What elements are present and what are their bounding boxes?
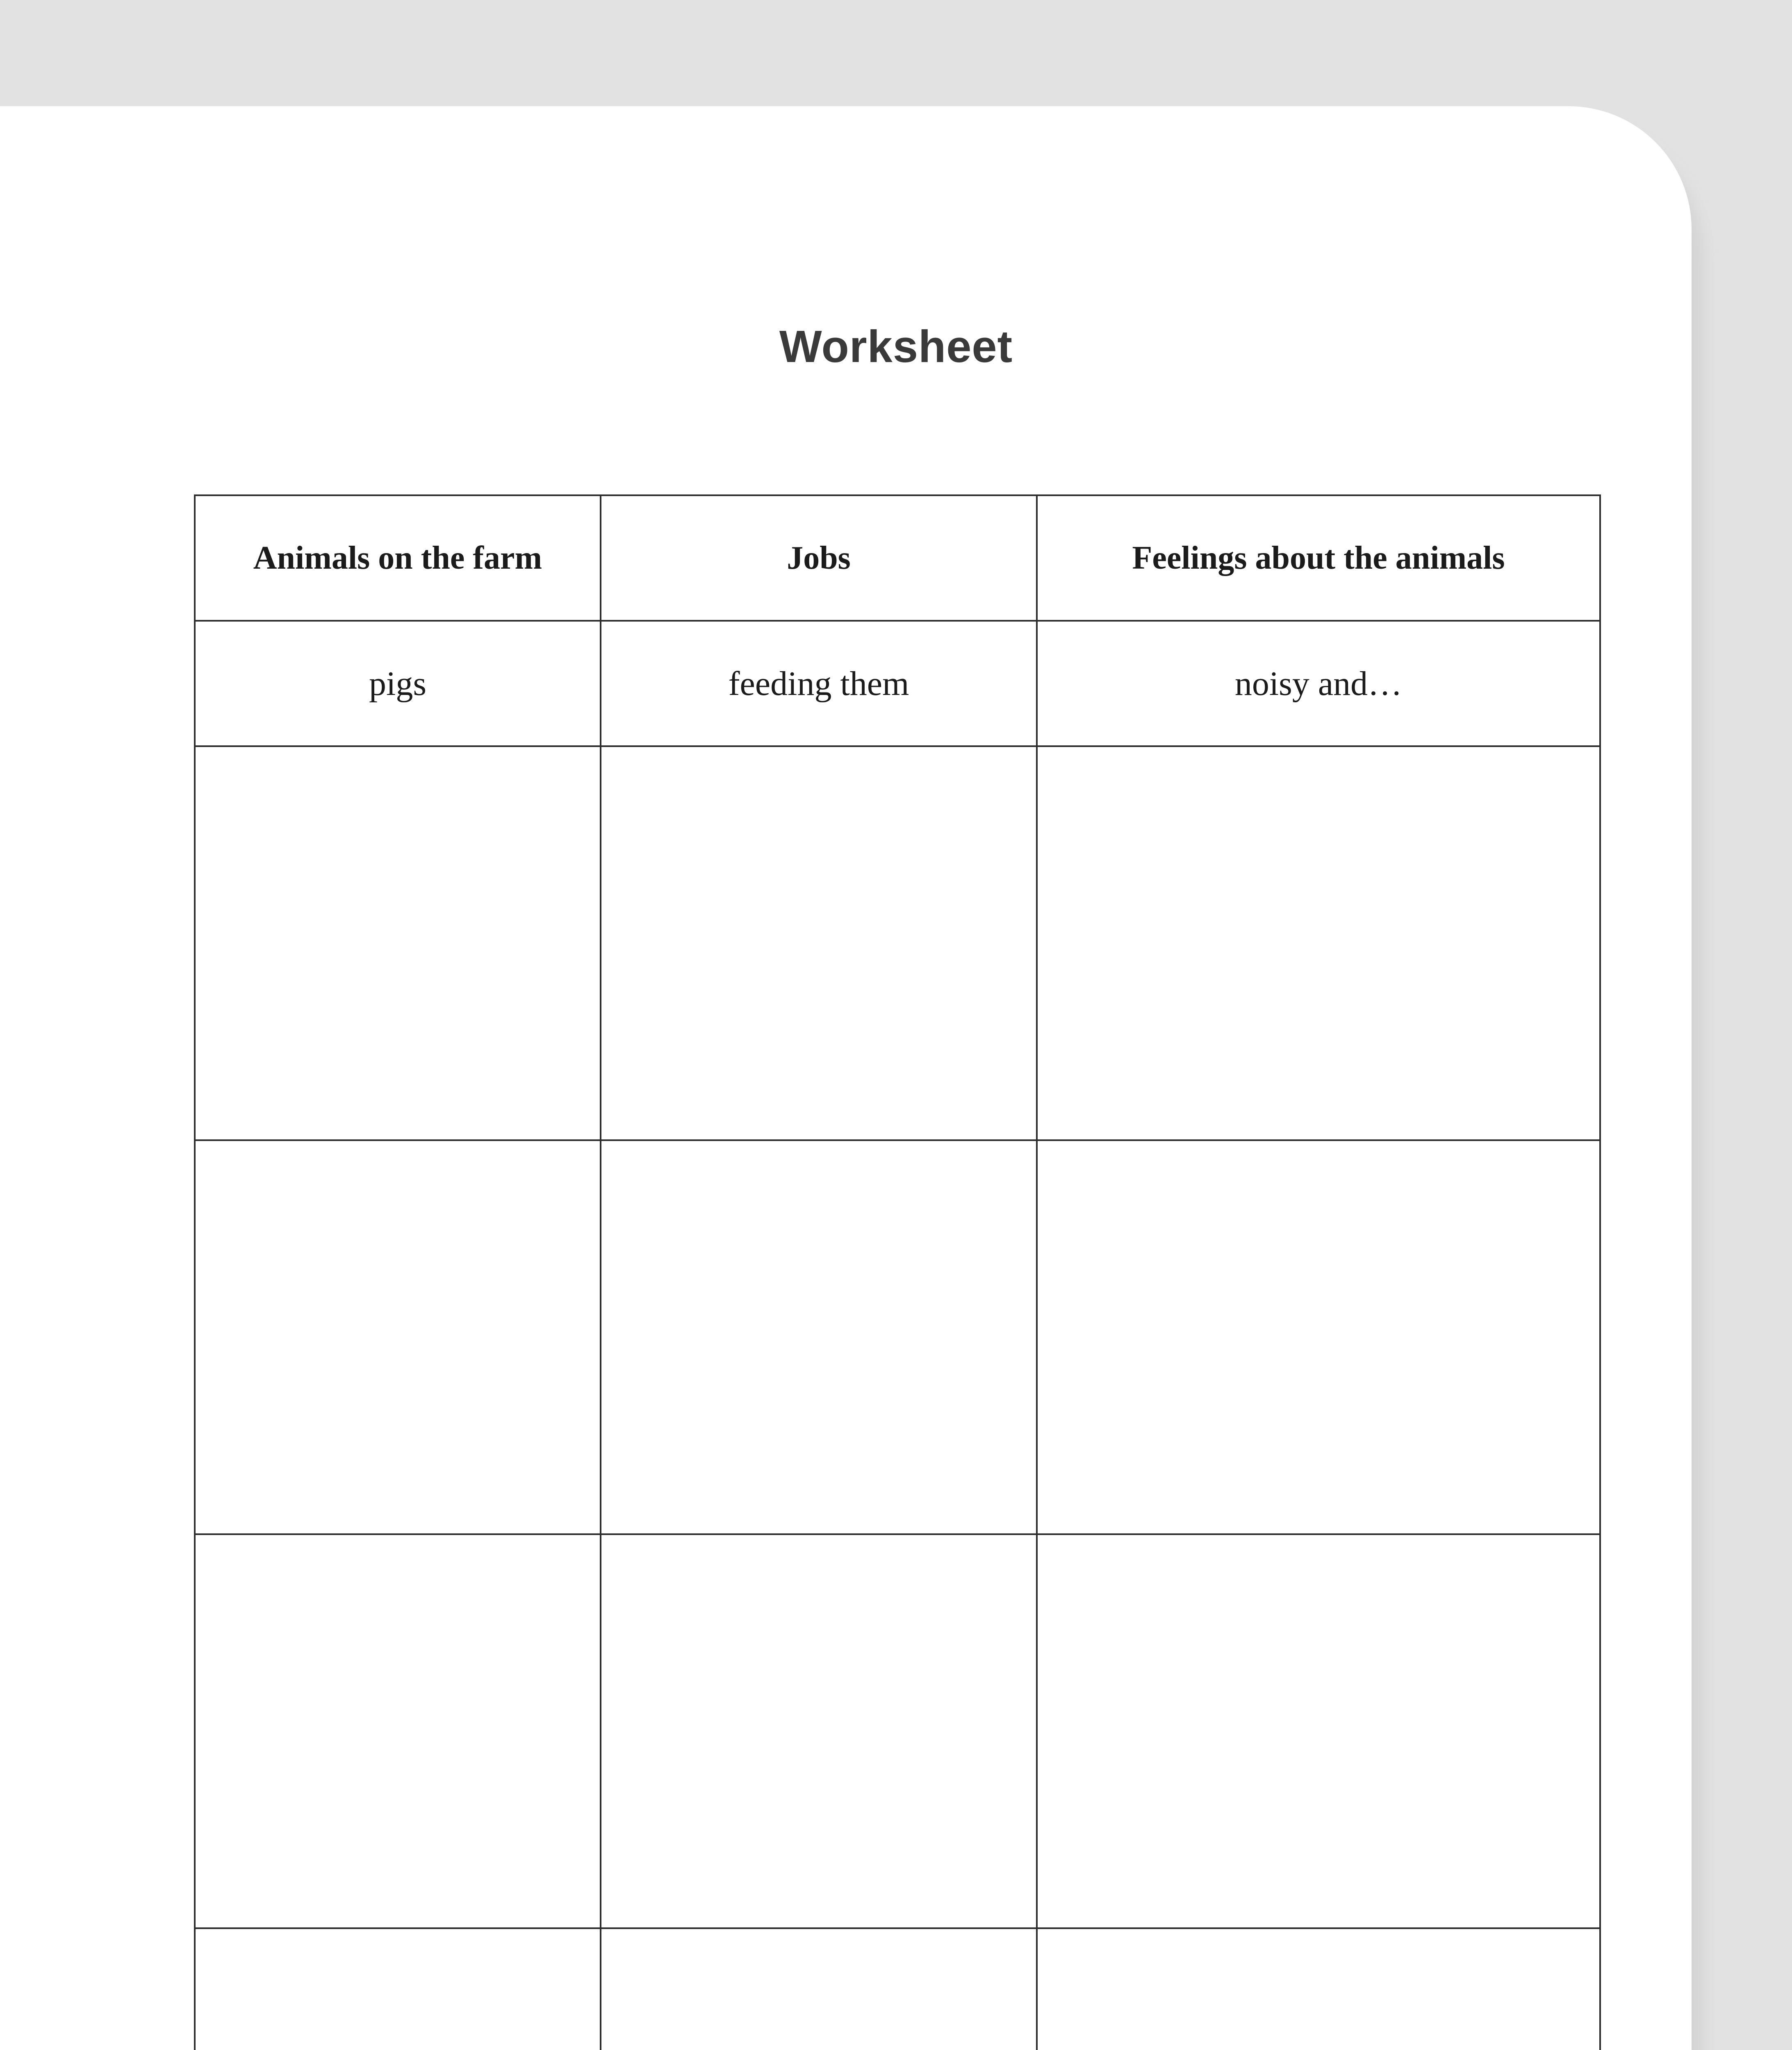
worksheet-table xyxy=(194,494,1601,2050)
cell-feeling-example: noisy and… xyxy=(1037,621,1600,746)
blank-cell-animal[interactable] xyxy=(195,1534,601,1928)
table-header-row xyxy=(195,495,1600,621)
blank-cell-feeling[interactable] xyxy=(1037,1928,1600,2050)
blank-cell-feeling[interactable] xyxy=(1037,1534,1600,1928)
table-row-example xyxy=(195,621,1600,746)
blank-cell-animal[interactable] xyxy=(195,1928,601,2050)
blank-cell-job[interactable] xyxy=(601,1928,1037,2050)
blank-cell-feeling[interactable] xyxy=(1037,1140,1600,1534)
table-row xyxy=(195,1928,1600,2050)
table-row xyxy=(195,1534,1600,1928)
blank-cell-feeling[interactable] xyxy=(1037,746,1600,1140)
blank-cell-animal[interactable] xyxy=(195,1140,601,1534)
header-feelings: Feelings about the animals xyxy=(1037,495,1600,621)
blank-cell-job[interactable] xyxy=(601,1534,1037,1928)
table-row xyxy=(195,746,1600,1140)
header-animals: Animals on the farm xyxy=(195,495,601,621)
blank-cell-job[interactable] xyxy=(601,1140,1037,1534)
table-row xyxy=(195,1140,1600,1534)
blank-cell-job[interactable] xyxy=(601,746,1037,1140)
cell-animal-example: pigs xyxy=(195,621,601,746)
page-title: Worksheet xyxy=(779,321,1013,372)
cell-job-example: feeding them xyxy=(601,621,1037,746)
header-jobs: Jobs xyxy=(601,495,1037,621)
blank-cell-animal[interactable] xyxy=(195,746,601,1140)
